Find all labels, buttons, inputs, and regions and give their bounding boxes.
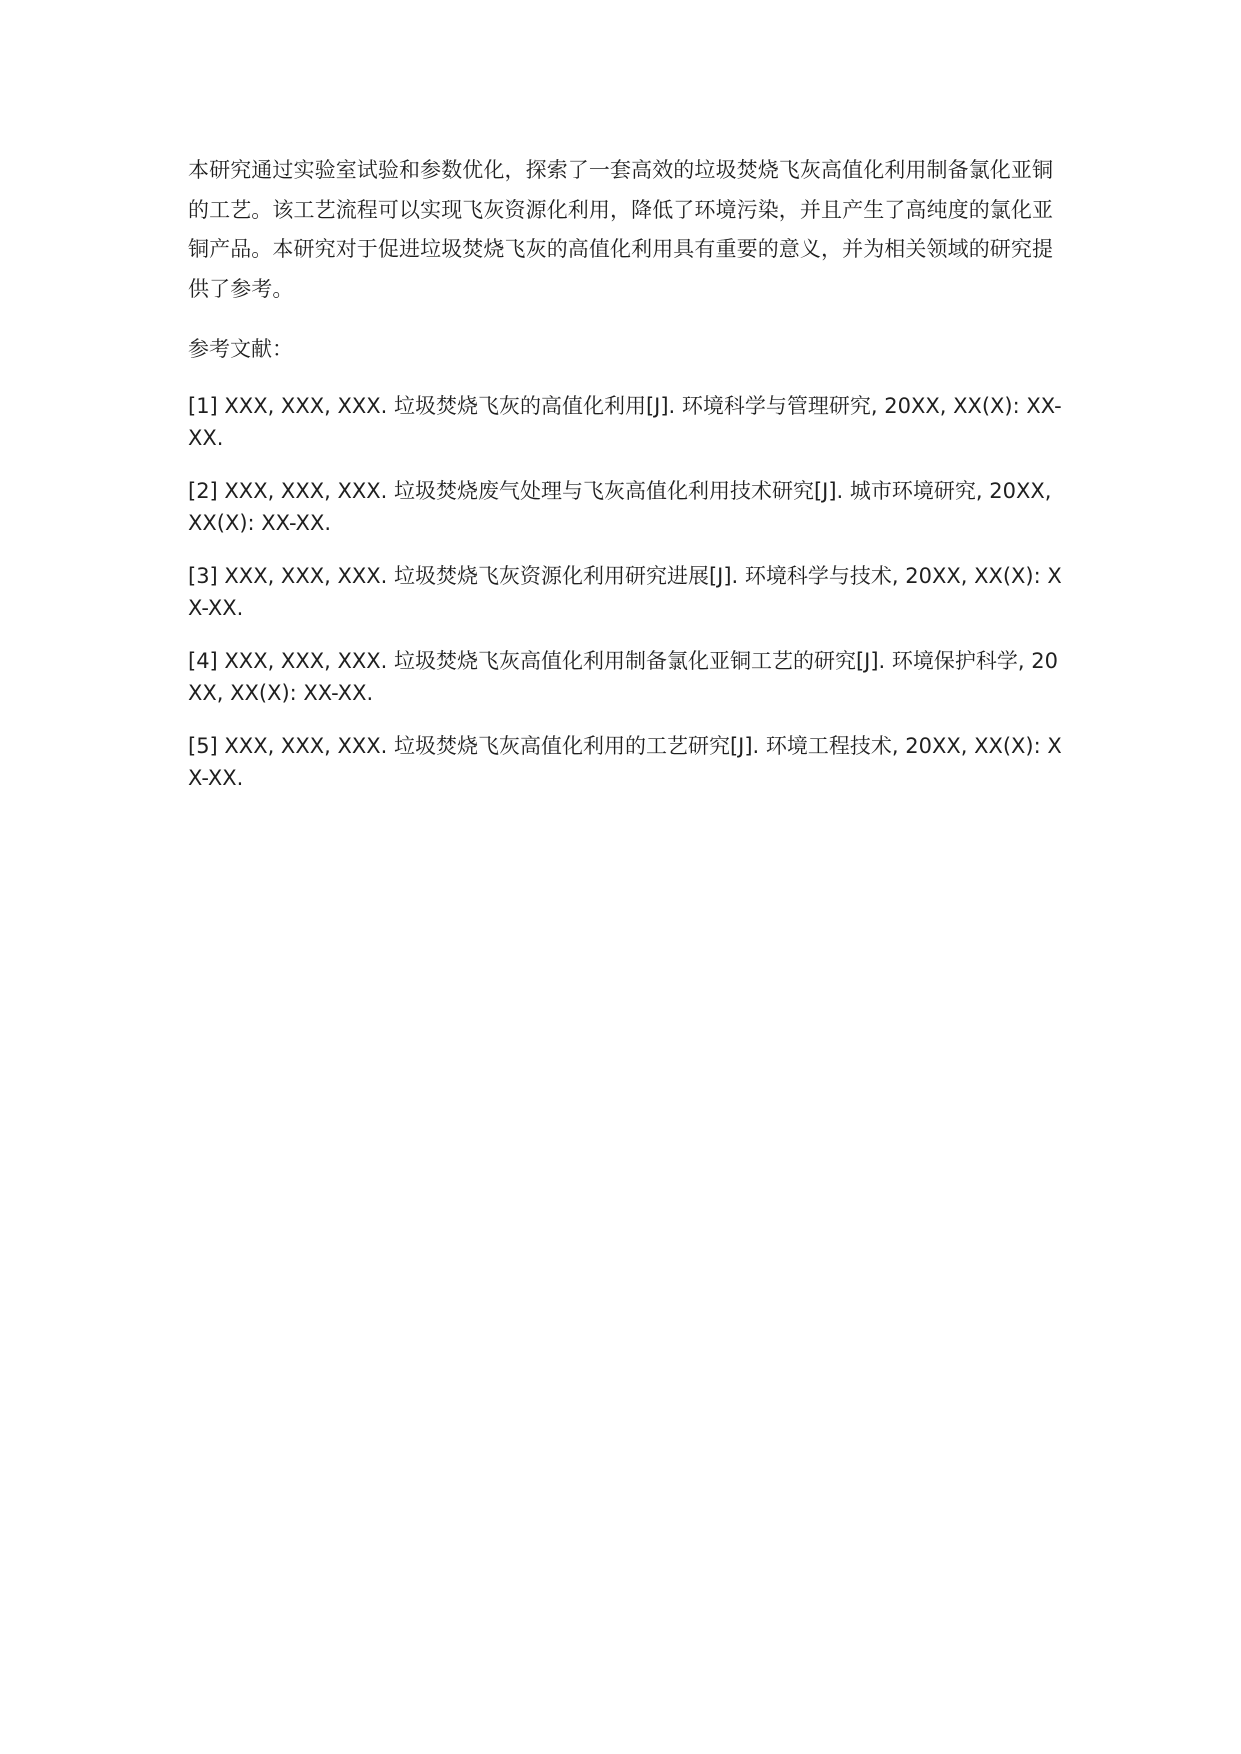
reference-item: [5] XXX, XXX, XXX. 垃圾焚烧飞灰高值化利用的工艺研究[J]. 环境工程技术, 20XX, XX(X): XX-XX. xyxy=(188,733,1062,790)
document-content xyxy=(188,151,1068,815)
reference-item: [3] XXX, XXX, XXX. 垃圾焚烧飞灰资源化利用研究进展[J]. 环境科学与技术, 20XX, XX(X): XX-XX. xyxy=(188,563,1062,620)
references-heading: 参考文献： xyxy=(188,337,293,361)
reference-item: [4] XXX, XXX, XXX. 垃圾焚烧飞灰高值化利用制备氯化亚铜工艺的研究[J]. 环境保护科学, 20XX, XX(X): XX-XX. xyxy=(188,648,1058,705)
conclusion-paragraph: 本研究通过实验室试验和参数优化，探索了一套高效的垃圾焚烧飞灰高值化利用制备氯化亚铜的工艺。该工艺流程可以实现飞灰资源化利用，降低了环境污染，并且产生了高纯度的氯化亚铜产品。本研究对于促进垃圾焚烧飞灰的高值化利用具有重要的意义，并为相关领域的研究提供了参考。 xyxy=(188,158,1054,301)
reference-item: [1] XXX, XXX, XXX. 垃圾焚烧飞灰的高值化利用[J]. 环境科学与管理研究, 20XX, XX(X): XX-XX. xyxy=(188,393,1062,450)
references-list xyxy=(188,390,1068,794)
reference-item: [2] XXX, XXX, XXX. 垃圾焚烧废气处理与飞灰高值化利用技术研究[J]. 城市环境研究, 20XX, XX(X): XX-XX. xyxy=(188,478,1052,535)
